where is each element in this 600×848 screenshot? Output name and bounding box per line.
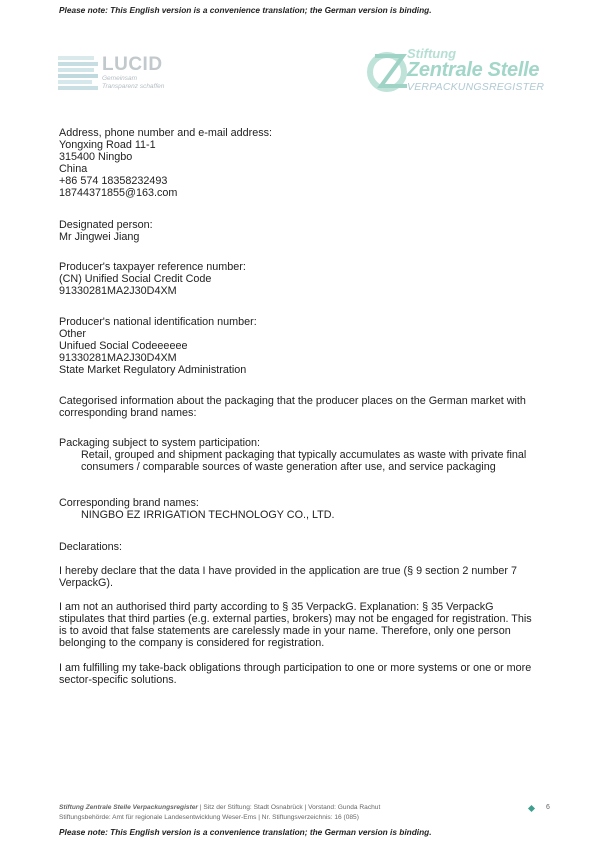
brands-section (59, 497, 335, 521)
zsvr-logo-line-1: Stiftung (407, 46, 457, 61)
declaration-2-line-1: I am not an authorised third party according to § 35 VerpackG. Explanation: § 35 VerpackG (59, 601, 494, 613)
zsvr-logo (367, 46, 567, 98)
declaration-3 (59, 662, 531, 686)
packaging-line-2: consumers / comparable sources of waste generation after use, and service packaging (81, 461, 496, 474)
declaration-1 (59, 565, 517, 589)
address-section (59, 127, 272, 200)
translation-notice-top: Please note: This English version is a convenience translation; the German version is binding. (59, 5, 432, 15)
taxpayer-type: (CN) Unified Social Credit Code (59, 273, 212, 286)
translation-notice-bottom: Please note: This English version is a convenience translation; the German version is binding. (59, 827, 432, 837)
declarations-heading: Declarations: (59, 541, 123, 553)
lucid-stripes-icon (58, 56, 98, 92)
designated-section (59, 219, 153, 243)
categorised-section (59, 395, 526, 419)
declaration-2 (59, 601, 532, 649)
declaration-1-line-2: VerpackG). (59, 577, 114, 590)
national-id-type: Other (59, 328, 87, 341)
taxpayer-heading: Producer's taxpayer reference number: (59, 261, 246, 273)
zsvr-logo-line-3: VERPACKUNGSREGISTER (407, 81, 545, 93)
lucid-logo-tagline-2: Transparenz schaffen (102, 83, 165, 90)
declarations-section (59, 541, 122, 553)
national-id-heading: Producer's national identification number: (59, 316, 257, 328)
address-city: 315400 Ningbo (59, 151, 133, 164)
declaration-2-line-4: belonging to the company is considered for registration. (59, 637, 325, 650)
declaration-3-line-2: sector-specific solutions. (59, 674, 177, 687)
address-phone: +86 574 18358232493 (59, 175, 168, 188)
lucid-logo-tagline-1: Gemeinsam (102, 75, 138, 82)
zsvr-emblem-icon (367, 48, 411, 92)
national-id-authority: State Market Regulatory Administration (59, 364, 247, 377)
lucid-logo-name: LUCID (102, 54, 163, 75)
packaging-heading: Packaging subject to system participation: (59, 437, 261, 449)
footer-org: Stiftung Zentrale Stelle Verpackungsregister (59, 804, 198, 811)
taxpayer-section (59, 261, 246, 297)
zsvr-logo-line-2: Zentrale Stelle (407, 59, 540, 81)
brand-name: NINGBO EZ IRRIGATION TECHNOLOGY CO., LTD. (81, 509, 335, 522)
declaration-3-line-1: I am fulfilling my take-back obligations through participation to one or more systems or one or more (59, 662, 532, 674)
declaration-2-line-2: stipulates that third parties (e.g. external parties, brokers) may not be engaged for registration. This (59, 613, 532, 626)
address-email: 18744371855@163.com (59, 187, 178, 200)
footer-line-1-rest: | Sitz der Stiftung: Stadt Osnabrück | Vorstand: Gunda Rachut (198, 804, 381, 811)
designated-heading: Designated person: (59, 219, 153, 231)
national-id-number: 91330281MA2J30D4XM (59, 352, 177, 365)
brands-heading: Corresponding brand names: (59, 497, 199, 509)
lucid-logo (58, 54, 198, 96)
address-heading: Address, phone number and e-mail address: (59, 127, 273, 139)
footer-line-2: Stiftungsbehörde: Amt für regionale Landesentwicklung Weser-Ems | Nr. Stiftungsverzeichnis: 16 (085) (59, 814, 359, 821)
packaging-line-1: Retail, grouped and shipment packaging that typically accumulates as waste with private final (81, 449, 527, 462)
packaging-section (59, 437, 526, 473)
declaration-1-line-1: I hereby declare that the data I have provided in the application are true (§ 9 section 2 number 7 (59, 565, 517, 577)
national-id-section (59, 316, 257, 376)
categorised-line-1: Categorised information about the packaging that the producer places on the German market with (59, 395, 526, 407)
national-id-name: Unifued Social Codeeeeee (59, 340, 188, 353)
footer-line-1 (59, 804, 380, 811)
designated-name: Mr Jingwei Jiang (59, 231, 140, 244)
categorised-line-2: corresponding brand names: (59, 407, 197, 420)
address-street: Yongxing Road 11-1 (59, 139, 156, 152)
declaration-2-line-3: is to avoid that false statements are carelessly made in your name. Therefore, only one person (59, 625, 511, 638)
diamond-icon (528, 805, 535, 812)
taxpayer-number: 91330281MA2J30D4XM (59, 285, 177, 298)
page-number: 6 (546, 804, 550, 811)
address-country: China (59, 163, 88, 176)
